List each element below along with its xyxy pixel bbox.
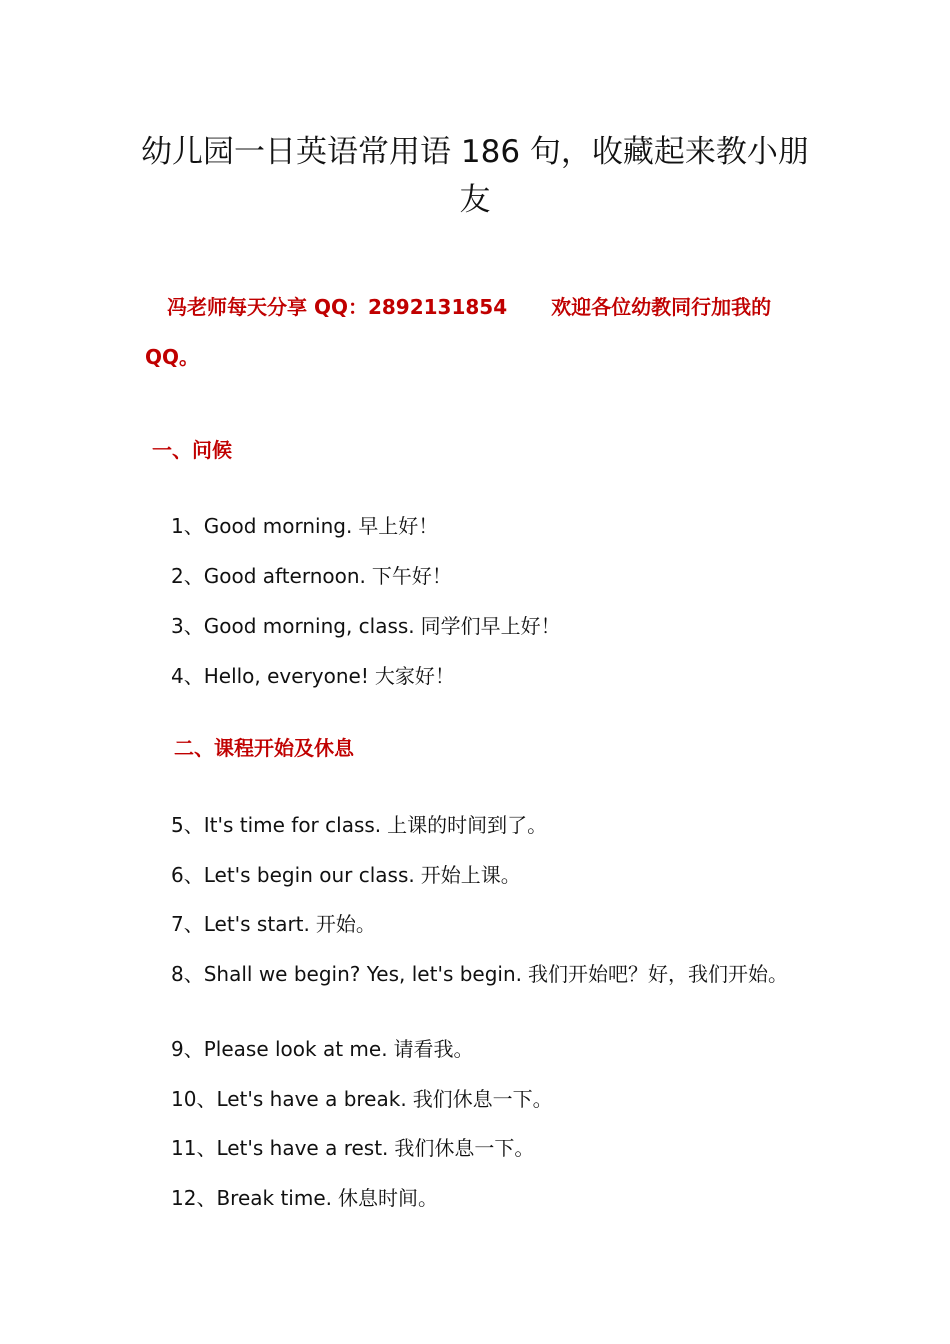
item-chinese: 上课的时间到了。	[387, 813, 548, 837]
item-chinese: 下午好！	[371, 564, 452, 588]
item-chinese: 我们开始吧？好，我们开始。	[528, 962, 789, 986]
share-notice	[145, 282, 825, 382]
item-english: 5、It's time for class.	[171, 813, 382, 837]
list-item	[171, 859, 521, 888]
item-english: 3、Good morning, class.	[171, 614, 415, 638]
item-chinese: 开始上课。	[420, 863, 521, 887]
item-english: 8、Shall we begin? Yes, let's begin.	[171, 962, 523, 986]
item-chinese: 大家好！	[374, 664, 455, 688]
item-chinese: 同学们早上好！	[420, 614, 561, 638]
list-item	[171, 560, 452, 589]
list-item	[171, 958, 788, 987]
item-english: 7、Let's start.	[171, 912, 310, 936]
item-english: 12、Break time.	[171, 1186, 332, 1210]
share-qq-text: 冯老师每天分享 QQ：2892131854	[167, 295, 508, 319]
item-chinese: 我们休息一下。	[412, 1087, 553, 1111]
share-notice-line2: QQ。	[145, 345, 200, 369]
section-heading-greetings: 一、问候	[152, 438, 232, 462]
item-english: 6、Let's begin our class.	[171, 863, 415, 887]
item-english: 10、Let's have a break.	[171, 1087, 407, 1111]
list-item	[171, 1132, 534, 1161]
list-item	[171, 610, 561, 639]
item-chinese: 我们休息一下。	[394, 1136, 535, 1160]
list-item	[171, 1033, 474, 1062]
item-chinese: 早上好！	[358, 514, 439, 538]
item-chinese: 休息时间。	[338, 1186, 438, 1210]
list-item	[171, 1083, 553, 1112]
list-item	[171, 1182, 438, 1211]
list-item	[171, 510, 438, 539]
item-english: 1、Good morning.	[171, 514, 353, 538]
list-item	[171, 660, 455, 689]
list-item	[171, 908, 376, 937]
document-title: 幼儿园一日英语常用语 186 句，收藏起来教小朋友	[141, 134, 809, 218]
item-chinese: 请看我。	[393, 1037, 474, 1061]
item-english: 11、Let's have a rest.	[171, 1136, 389, 1160]
share-welcome-text: 欢迎各位幼教同行加我的	[551, 295, 772, 319]
item-chinese: 开始。	[315, 912, 376, 936]
section-heading-class-start: 二、课程开始及休息	[174, 736, 354, 760]
item-english: 2、Good afternoon.	[171, 564, 366, 588]
item-english: 9、Please look at me.	[171, 1037, 388, 1061]
item-english: 4、Hello, everyone!	[171, 664, 369, 688]
share-notice-line1	[145, 282, 825, 332]
list-item	[171, 809, 547, 838]
